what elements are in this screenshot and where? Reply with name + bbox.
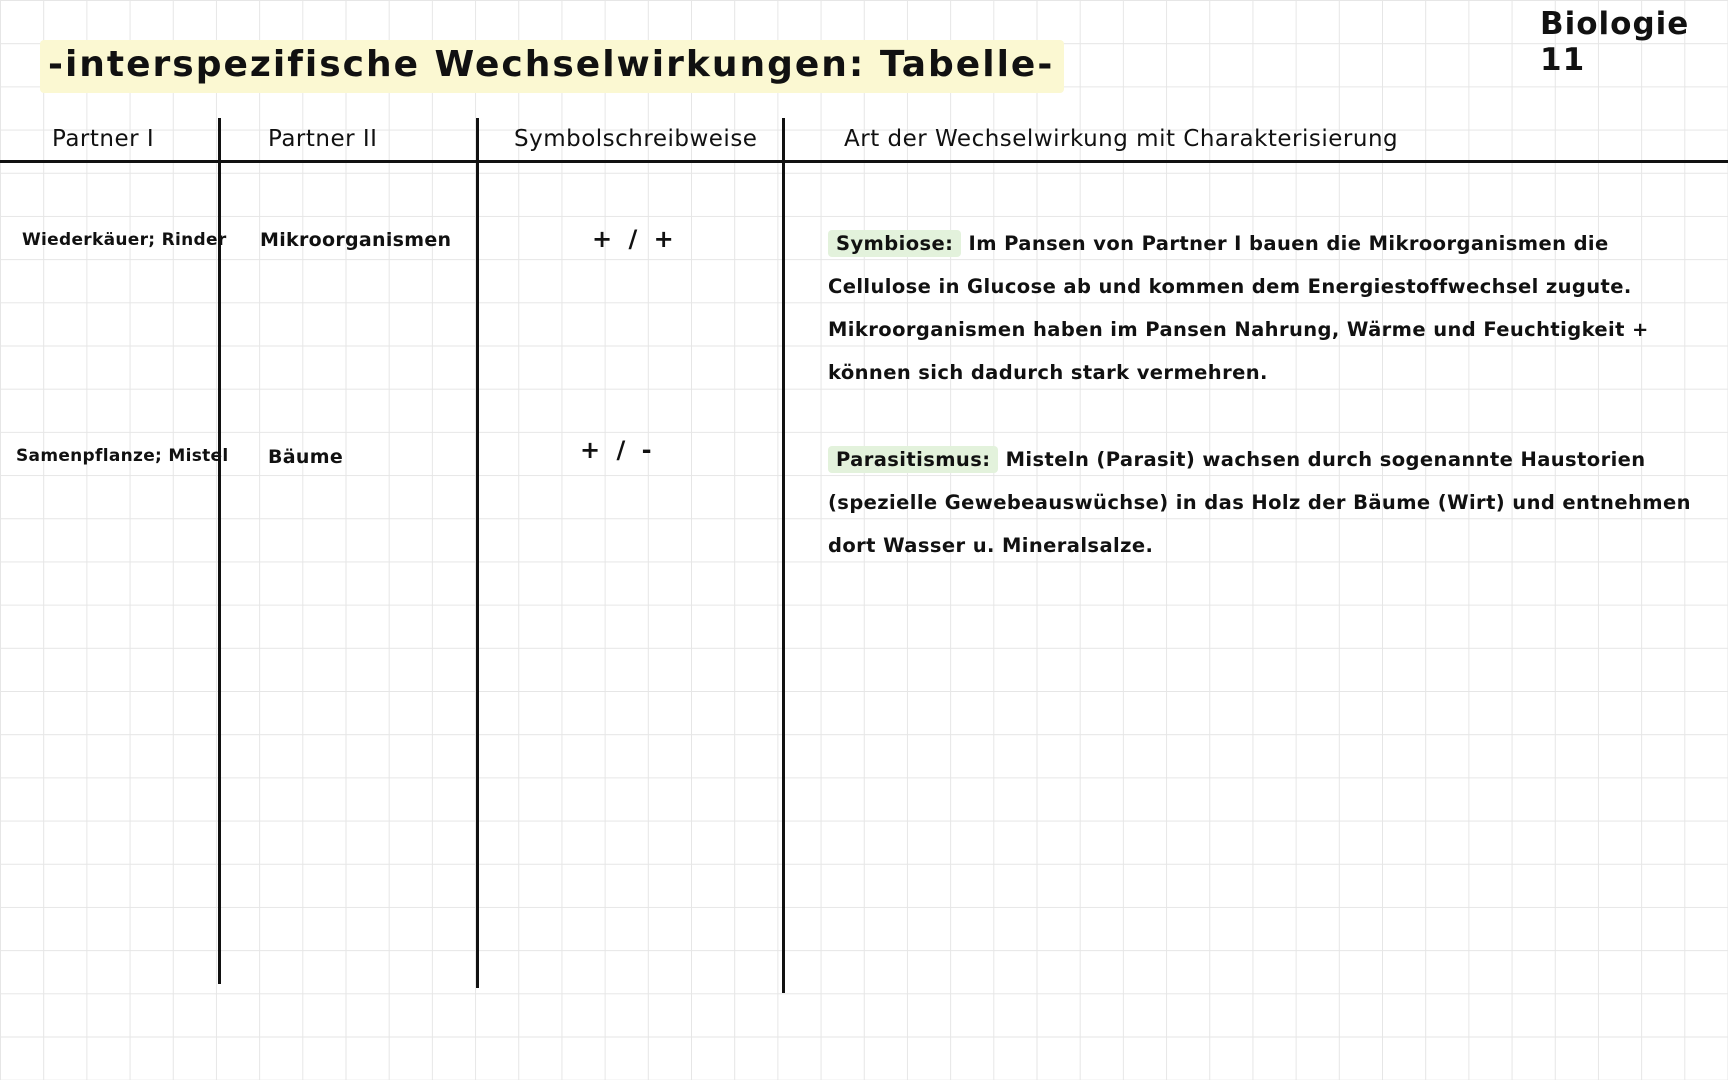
row-1-symbol: + / +: [592, 225, 678, 253]
column-header-partner-2: Partner II: [268, 126, 378, 152]
row-1-partner-1: Wiederkäuer; Rinder: [22, 230, 227, 250]
row-1-description-block: [828, 222, 1708, 394]
column-header-symbol: Symbolschreibweise: [514, 126, 758, 152]
row-2-symbol: + / -: [580, 436, 656, 464]
column-divider-3: [782, 118, 785, 993]
column-header-interaction: Art der Wechselwirkung mit Charakterisierung: [844, 126, 1399, 152]
row-1-partner-2: Mikroorganismen: [260, 229, 452, 251]
row-2-description-block: [828, 438, 1708, 567]
column-divider-2: [476, 118, 479, 988]
page-title: -interspezifische Wechselwirkungen: Tabelle-: [40, 40, 1064, 93]
row-1-description: Im Pansen von Partner I bauen die Mikroorganismen die Cellulose in Glucose ab und kommen dem Energiestoffwechsel zugute. Mikroorganismen haben im Pansen Nahrung, Wärme und Feuchtigkeit + können sich dadurch stark vermehren.: [828, 232, 1649, 384]
row-2-partner-1: Samenpflanze; Mistel: [16, 446, 229, 466]
header-divider: [0, 160, 1728, 163]
row-2-description: Misteln (Parasit) wachsen durch sogenannte Haustorien (spezielle Gewebeauswüchse) in das Holz der Bäume (Wirt) und entnehmen dort Wasser u. Mineralsalze.: [828, 448, 1691, 557]
column-header-partner-1: Partner I: [52, 126, 155, 152]
subject-label: Biologie 11: [1540, 6, 1690, 78]
term-parasitismus: Parasitismus:: [828, 446, 998, 473]
row-2-partner-2: Bäume: [268, 446, 344, 468]
term-symbiose: Symbiose:: [828, 230, 961, 257]
